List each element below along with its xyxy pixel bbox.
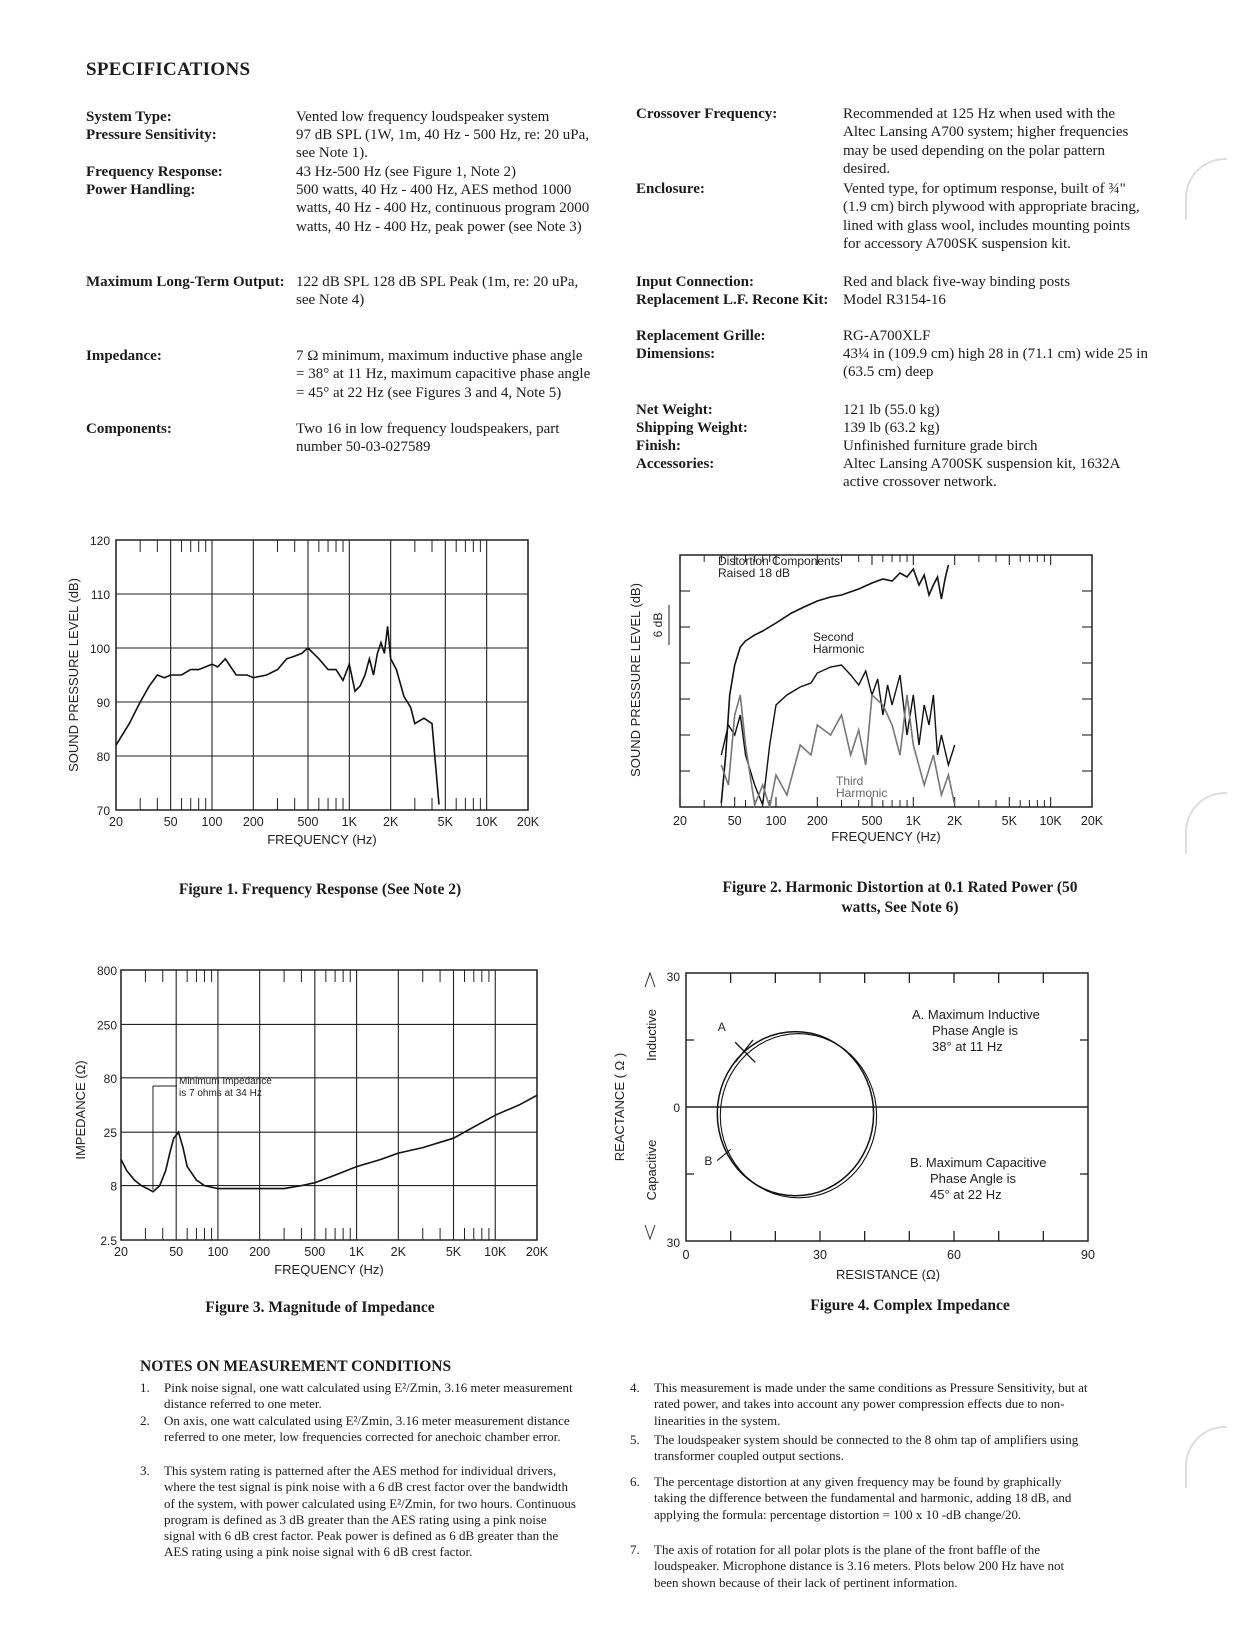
spec-value: Altec Lansing A700SK suspension kit, 1632A active crossover network. [843, 456, 1120, 491]
x-tick-label: 500 [304, 1245, 326, 1259]
spec-value: RG-A700XLF [843, 328, 931, 344]
page-curl-mark [1185, 158, 1227, 220]
spec-value: 500 watts, 40 Hz - 400 Hz, AES method 1000 watts, 40 Hz - 400 Hz, continuous program 2000 watts, 40 Hz - 400 Hz, peak power (see Note 3) [296, 182, 590, 235]
x-tick-label: 50 [163, 815, 178, 829]
spec-label: Input Connection: [636, 274, 754, 290]
annotation-b: 45° at 22 Hz [930, 1187, 1002, 1202]
spec-label: System Type: [86, 109, 172, 125]
spec-value: Red and black five-way binding posts [843, 274, 1071, 290]
spec-value: 121 lb (55.0 kg) [843, 402, 940, 418]
plot-frame [680, 555, 1092, 807]
capacitive-label: Capacitive [644, 1139, 659, 1201]
spec-value: 139 lb (63.2 kg) [843, 420, 940, 436]
note-number: 4. [630, 1380, 640, 1395]
y-tick-label: 70 [96, 804, 110, 818]
x-tick-label: 10K [1039, 814, 1062, 828]
spec-label: Accessories: [636, 456, 715, 472]
spec-label: Net Weight: [636, 402, 713, 418]
x-tick-label: 200 [806, 814, 828, 828]
x-tick-label: 20K [525, 1245, 549, 1259]
y-tick-label: 250 [96, 1018, 117, 1033]
note-number: 6. [630, 1474, 640, 1489]
complex-impedance-chart [612, 965, 1120, 1295]
spec-value: Vented type, for optimum response, built of ¾" (1.9 cm) birch plywood with appropriate bracing, lined with glass wool, includes mounting points for accessory A700SK suspension kit. [843, 181, 1140, 253]
spec-label: Pressure Sensitivity: [86, 127, 217, 143]
spec-label: Impedance: [86, 348, 162, 364]
y-tick-label: 8 [110, 1179, 117, 1194]
spec-value: Vented low frequency loudspeaker system [296, 109, 550, 125]
spec-label: Finish: [636, 438, 682, 454]
x-tick-label: 2K [947, 814, 963, 828]
annotation-a: 38° at 11 Hz [932, 1039, 1003, 1054]
scale-label: 6 dB [651, 612, 665, 638]
y-tick-label: 2.5 [100, 1234, 117, 1248]
inductive-label: Inductive [644, 1008, 659, 1062]
x-tick-label: 30 [813, 1248, 827, 1262]
y-tick-label: 25 [103, 1126, 117, 1141]
x-tick-label: 5K [445, 1245, 462, 1259]
annotation-text: Minimum Impedance [179, 1076, 272, 1087]
spec-label: Replacement Grille: [636, 328, 766, 344]
spec-value: Recommended at 125 Hz when used with the Altec Lansing A700 system; higher frequencies may be used depending on the polar pattern desired. [843, 106, 1129, 178]
annotation-distortion: Distortion Components [718, 554, 841, 568]
x-tick-label: 1K [348, 1245, 365, 1259]
page-title: SPECIFICATIONS [86, 59, 251, 80]
x-axis-label: FREQUENCY (Hz) [831, 829, 941, 844]
x-tick-label: 200 [249, 1245, 271, 1259]
spec-label: Power Handling: [86, 182, 196, 198]
note-text: The loudspeaker system should be connected to the 8 ohm tap of amplifiers using transformer coupled output sections. [654, 1432, 1079, 1464]
figure-1-caption: Figure 1. Frequency Response (See Note 2) [178, 881, 462, 898]
note-text: On axis, one watt calculated using E²/Zmin, 3.16 meter measurement distance referred to one meter, low frequencies corrected for anechoic chamber error. [164, 1413, 570, 1445]
figure-2-caption: Figure 2. Harmonic Distortion at 0.1 Rated Power (50 watts, See Note 6) [722, 879, 1078, 916]
y-tick-label: 100 [89, 642, 110, 656]
spec-value: 7 Ω minimum, maximum inductive phase angle = 38° at 11 Hz, maximum capacitive phase angle = 45° at 22 Hz (see Figures 3 and 4, Note 5) [296, 348, 591, 401]
note-text: This measurement is made under the same conditions as Pressure Sensitivity, but at rated power, and takes into account any power compression effects due to non-linearities in the system. [654, 1380, 1088, 1428]
x-tick-label: 500 [297, 815, 319, 829]
x-tick-label: 20 [114, 1245, 128, 1259]
arrow-down-icon [645, 1225, 655, 1239]
x-tick-label: 10K [475, 815, 498, 829]
spec-label: Crossover Frequency: [636, 106, 778, 122]
spec-label: Frequency Response: [86, 164, 223, 180]
annotation-a: Phase Angle is [932, 1023, 1019, 1038]
note-number: 5. [630, 1432, 640, 1447]
note-number: 7. [630, 1542, 640, 1557]
y-tick-label: 80 [96, 750, 110, 764]
spec-value: Unfinished furniture grade birch [843, 438, 1038, 454]
note-text: The percentage distortion at any given frequency may be found by graphically taking the difference between the fundamental and harmonic, adding 18 dB, and applying the formula: percentage distortion = 100 x 10 -dB change/20. [654, 1474, 1072, 1522]
fundamental-curve [721, 565, 948, 803]
x-tick-label: 50 [169, 1245, 184, 1259]
spec-value: 97 dB SPL (1W, 1m, 40 Hz - 500 Hz, re: 20 uPa, see Note 1). [296, 127, 590, 162]
y-axis-label: IMPEDANCE (Ω) [73, 1060, 88, 1160]
y-tick-label: 30 [666, 1236, 680, 1250]
x-tick-label: 90 [1081, 1248, 1095, 1262]
x-tick-label: 20 [109, 815, 123, 829]
x-tick-label: 2K [383, 815, 399, 829]
annotation-a: A. Maximum Inductive [912, 1007, 1040, 1022]
y-tick-label: 0 [673, 1101, 680, 1115]
x-tick-label: 100 [201, 815, 223, 829]
page-curl-mark [1185, 1426, 1227, 1488]
x-tick-label: 1K [341, 815, 357, 829]
annotation-third-harmonic: Third [836, 774, 864, 788]
annotation-distortion-2: Raised 18 dB [718, 566, 791, 580]
y-axis-label: SOUND PRESSURE LEVEL (dB) [628, 583, 643, 777]
arrow-up-icon [645, 973, 655, 987]
x-axis-label: FREQUENCY (Hz) [267, 832, 377, 847]
x-axis-label: RESISTANCE (Ω) [835, 1267, 941, 1282]
annotation-b: Phase Angle is [930, 1171, 1017, 1186]
y-tick-label: 120 [89, 534, 110, 548]
point-a-label: A [717, 1020, 726, 1035]
impedance-magnitude-chart [73, 964, 585, 1295]
x-tick-label: 20 [673, 814, 687, 828]
frequency-response-chart [60, 534, 580, 875]
x-tick-label: 100 [765, 814, 787, 828]
annotation-second-harmonic-2: Harmonic [813, 642, 865, 656]
y-tick-label: 80 [103, 1071, 117, 1086]
x-tick-label: 2K [390, 1245, 406, 1259]
page-curl-mark [1185, 792, 1227, 854]
spec-label: Maximum Long-Term Output: [86, 274, 285, 290]
x-tick-label: 60 [947, 1248, 961, 1262]
note-text: Pink noise signal, one watt calculated using E²/Zmin, 3.16 meter measurement distance referred to one meter. [164, 1380, 573, 1412]
spec-value: 122 dB SPL 128 dB SPL Peak (1m, re: 20 uPa, see Note 4) [296, 274, 579, 309]
x-tick-label: 500 [861, 814, 883, 828]
notes-title: NOTES ON MEASUREMENT CONDITIONS [140, 1358, 452, 1375]
impedance-curve [121, 1095, 537, 1192]
spec-value: Model R3154-16 [843, 292, 946, 308]
x-axis-label: FREQUENCY (Hz) [274, 1262, 384, 1277]
x-tick-label: 100 [207, 1245, 229, 1259]
x-tick-label: 1K [905, 814, 921, 828]
figure-4-caption: Figure 4. Complex Impedance [810, 1297, 1010, 1314]
plot-frame [121, 970, 537, 1240]
y-tick-label: 800 [96, 964, 117, 978]
note-number: 2. [140, 1413, 150, 1428]
spec-value: 43 Hz-500 Hz (see Figure 1, Note 2) [296, 164, 516, 180]
note-number: 1. [140, 1380, 150, 1395]
x-tick-label: 20K [1080, 814, 1104, 828]
spec-value: 43¼ in (109.9 cm) high 28 in (71.1 cm) wide 25 in (63.5 cm) deep [843, 346, 1148, 381]
spec-label: Replacement L.F. Recone Kit: [636, 292, 829, 308]
y-tick-label: 110 [90, 588, 110, 602]
spec-label: Shipping Weight: [636, 420, 748, 436]
y-axis-label: REACTANCE ( Ω ) [612, 1052, 627, 1162]
y-tick-label: 30 [666, 970, 680, 984]
figure-3-caption: Figure 3. Magnitude of Impedance [205, 1299, 435, 1316]
x-tick-label: 10K [484, 1245, 507, 1259]
harmonic-distortion-chart [628, 554, 1140, 875]
annotation-text: is 7 ohms at 34 Hz [179, 1088, 262, 1099]
spec-value: Two 16 in low frequency loudspeakers, part number 50-03-027589 [296, 421, 560, 456]
x-tick-label: 0 [682, 1248, 690, 1262]
note-number: 3. [140, 1463, 150, 1478]
spec-label: Dimensions: [636, 346, 716, 362]
annotation-second-harmonic: Second [813, 630, 854, 644]
annotation-third-harmonic-2: Harmonic [836, 786, 888, 800]
x-tick-label: 50 [727, 814, 742, 828]
x-tick-label: 200 [242, 815, 264, 829]
annotation-b: B. Maximum Capacitive [910, 1155, 1047, 1170]
note-text: The axis of rotation for all polar plots is the plane of the front baffle of the loudspeaker. Microphone distance is 3.16 meters. Plots below 200 Hz have not been shown because of their lack of pertinent information. [654, 1542, 1065, 1590]
y-tick-label: 90 [96, 696, 110, 710]
spec-label: Components: [86, 421, 172, 437]
y-axis-label: SOUND PRESSURE LEVEL (dB) [66, 578, 81, 772]
x-tick-label: 5K [1001, 814, 1017, 828]
spec-label: Enclosure: [636, 181, 705, 197]
x-tick-label: 5K [437, 815, 453, 829]
note-text: This system rating is patterned after the AES method for individual drivers, where the test signal is pink noise with a 6 dB crest factor over the bandwidth of the system, with power calculated using E²/Zmin, for two hours. Continuous program is defined as 3 dB greater than the AES rating using a pink noise signal with 6 dB crest factor. Peak power is defined as 6 dB greater than the AES rating using a pink noise signal with 6 dB crest factor. [164, 1463, 576, 1560]
point-b-label: B [704, 1154, 713, 1169]
x-tick-label: 20K [516, 815, 540, 829]
